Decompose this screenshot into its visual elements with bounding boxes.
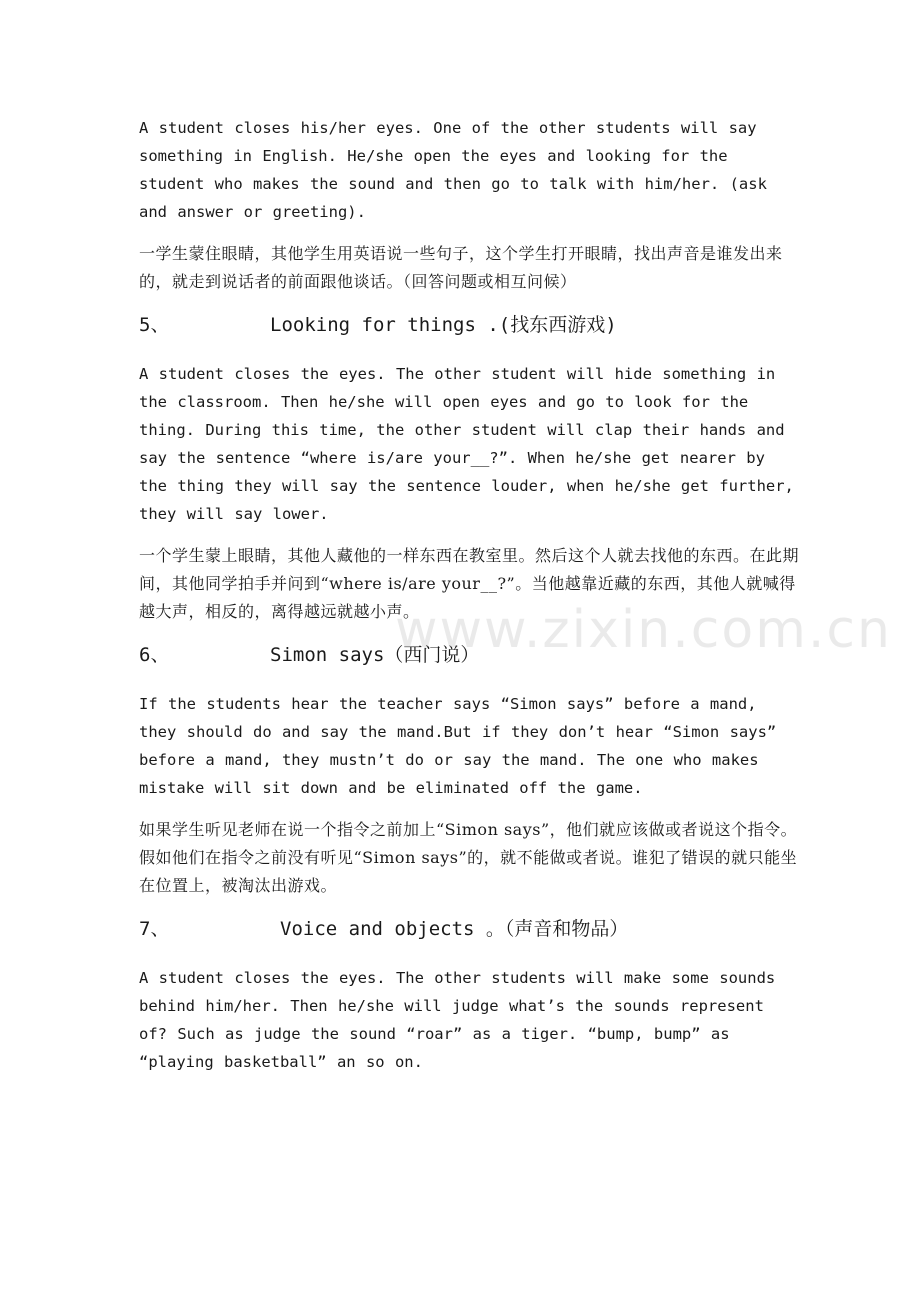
intro-english-paragraph: A student closes his/her eyes. One of the other students will say something in English. He/she open the eyes and looking for the student who makes the sound and then go to talk with him/her. (ask and answer or greeting). — [139, 119, 767, 221]
watermark-text: www.zixin.com.cn — [395, 600, 892, 660]
section-6-title: Simon says（西门说） — [270, 644, 480, 666]
section-5-number: 5、 — [139, 314, 170, 336]
section-7-title: Voice and objects 。（声音和物品） — [280, 918, 629, 940]
section-7-english-paragraph: A student closes the eyes. The other students will make some sounds behind him/her. Then he/she will judge what’s the sounds represent of? Such as judge the sound “roar” as a tiger. “bump, bump” as “playing basketball” an so on. — [139, 969, 776, 1071]
document-page — [139, 114, 799, 1090]
section-6-english-paragraph: If the students hear the teacher says “Simon says” before a mand, they should do and say the mand.But if they don’t hear “Simon says” before a mand, they mustn’t do or say the mand. The one who makes mistake will sit down and be eliminated off the game. — [139, 695, 777, 797]
section-5-heading — [139, 310, 799, 340]
section-6-number: 6、 — [139, 644, 170, 666]
section-5-chinese-paragraph: 一个学生蒙上眼睛，其他人藏他的一样东西在教室里。然后这个人就去找他的东西。在此期间，其他同学拍手并问到“where is/are your__?”。当他越靠近藏的东西，其他人就喊得越大声，相反的，离得越远就越小声。 — [139, 546, 800, 621]
section-5-title: Looking for things .(找东西游戏) — [270, 314, 617, 336]
section-5-english-paragraph: A student closes the eyes. The other student will hide something in the classroom. Then he/she will open eyes and go to look for the thing. During this time, the other student will clap their hands and say the sentence “where is/are your__?”. When he/she get nearer by the thing they will say the sentence louder, when he/she get further, they will say lower. — [139, 365, 794, 523]
section-6-chinese-paragraph: 如果学生听见老师在说一个指令之前加上“Simon says”，他们就应该做或者说这个指令。假如他们在指令之前没有听见“Simon says”的，就不能做或者说。谁犯了错误的就只能坐在位置上，被淘汰出游戏。 — [139, 820, 798, 895]
section-7-heading — [139, 914, 799, 944]
section-7-number: 7、 — [139, 918, 170, 940]
section-6-heading — [139, 640, 799, 670]
intro-chinese-paragraph: 一学生蒙住眼睛，其他学生用英语说一些句子，这个学生打开眼睛，找出声音是谁发出来的，就走到说话者的前面跟他谈话。（回答问题或相互问候） — [139, 244, 783, 291]
